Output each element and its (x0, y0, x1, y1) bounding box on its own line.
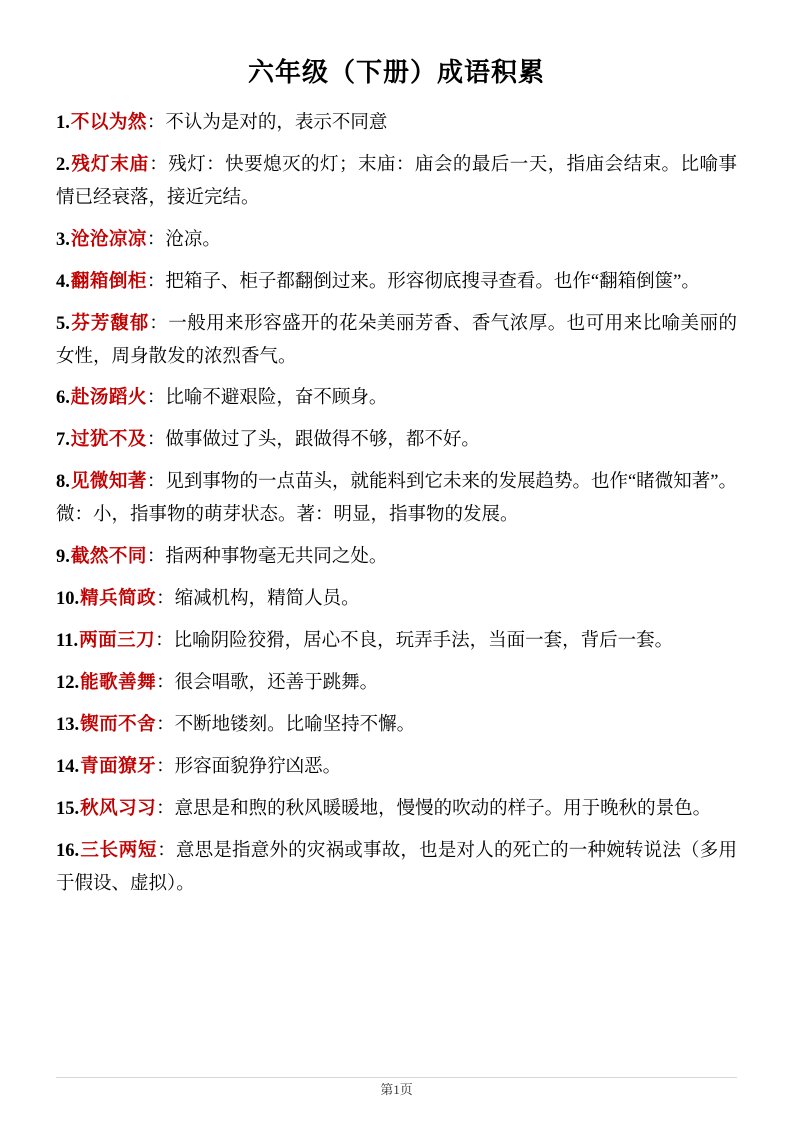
idiom-definition: 比喻阴险狡猾，居心不良，玩弄手法，当面一套，背后一套。 (173, 630, 674, 651)
list-item (56, 224, 737, 257)
list-item (56, 266, 737, 299)
idiom-term: 两面三刀 (79, 630, 156, 651)
item-number: 14. (56, 756, 80, 777)
idiom-definition: 意思是和煦的秋风暖暖地，慢慢的吹动的样子。用于晚秋的景色。 (174, 798, 712, 819)
idiom-definition: 见到事物的一点苗头，就能料到它未来的发展趋势。也作“睹微知著”。微：小，指事物的萌芽状态。著：明显，指事物的发展。 (56, 472, 737, 526)
list-item (56, 308, 737, 374)
idiom-definition: 把箱子、柜子都翻倒过来。形容彻底搜寻查看。也作“翻箱倒箧”。 (165, 271, 700, 292)
list-item (56, 709, 737, 742)
list-item (56, 625, 737, 658)
item-number: 7. (56, 430, 70, 451)
idiom-definition: 形容面貌狰狞凶恶。 (174, 756, 342, 777)
term-separator: ： (156, 714, 175, 735)
list-item (56, 382, 737, 415)
idiom-term: 能歌善舞 (80, 672, 157, 693)
item-number: 4. (56, 271, 70, 292)
idiom-term: 精兵简政 (80, 589, 157, 610)
term-separator: ： (156, 798, 175, 819)
page-title: 六年级（下册）成语积累 (247, 58, 545, 87)
item-number: 6. (56, 388, 70, 409)
idiom-term: 锲而不舍 (80, 714, 157, 735)
idiom-term: 三长两短 (80, 840, 158, 861)
idiom-definition: 一般用来形容盛开的花朵美丽芳香、香气浓厚。也可用来比喻美丽的女性，周身散发的浓烈香气。 (56, 313, 737, 367)
item-number: 8. (56, 472, 70, 493)
list-item (56, 667, 737, 700)
footer-divider (56, 1077, 737, 1078)
list-item (56, 466, 737, 532)
item-number: 11. (56, 630, 79, 651)
term-separator: ： (155, 630, 174, 651)
idiom-definition: 沧凉。 (165, 229, 221, 250)
term-separator: ： (146, 113, 166, 133)
item-number: 15. (56, 798, 80, 819)
term-separator: ： (146, 472, 166, 493)
item-number: 2. (56, 154, 70, 175)
idiom-term: 秋风习习 (80, 798, 157, 819)
idiom-term: 赴汤蹈火 (70, 388, 147, 409)
term-separator: ： (146, 430, 166, 451)
idiom-list (56, 107, 737, 900)
term-separator: ： (146, 271, 166, 292)
idiom-term: 残灯末庙 (70, 154, 150, 175)
idiom-term: 翻箱倒柜 (70, 271, 147, 292)
item-number: 3. (56, 229, 70, 250)
page-number: 第1页 (380, 1082, 413, 1097)
idiom-definition: 不认为是对的，表示不同意 (165, 113, 388, 133)
idiom-definition: 很会唱歌，还善于跳舞。 (174, 672, 379, 693)
idiom-definition: 做事做过了头，跟做得不够，都不好。 (165, 430, 480, 451)
idiom-term: 芬芳馥郁 (70, 313, 150, 334)
item-number: 1. (56, 113, 70, 133)
list-item (56, 793, 737, 826)
term-separator: ： (156, 589, 175, 610)
idiom-term: 沧沧凉凉 (70, 229, 147, 250)
list-item (56, 751, 737, 784)
idiom-definition: 不断地镂刻。比喻坚持不懈。 (174, 714, 416, 735)
list-item (56, 541, 737, 574)
idiom-term: 见微知著 (70, 472, 147, 493)
list-item (56, 835, 737, 901)
item-number: 13. (56, 714, 80, 735)
term-separator: ： (146, 229, 166, 250)
list-item (56, 424, 737, 457)
idiom-term: 过犹不及 (70, 430, 147, 451)
term-separator: ： (146, 388, 166, 409)
idiom-definition: 缩减机构，精简人员。 (174, 589, 360, 610)
idiom-definition: 指两种事物毫无共同之处。 (165, 547, 388, 568)
list-item (56, 107, 737, 140)
list-item (56, 583, 737, 616)
idiom-definition: 比喻不避艰险，奋不顾身。 (165, 388, 388, 409)
term-separator: ： (146, 547, 166, 568)
item-number: 9. (56, 547, 70, 568)
idiom-term: 青面獠牙 (80, 756, 157, 777)
idiom-definition: 残灯：快要熄灭的灯；末庙：庙会的最后一天，指庙会结束。比喻事情已经衰落，接近完结。 (56, 154, 737, 208)
term-separator: ： (149, 154, 169, 175)
term-separator: ： (156, 672, 175, 693)
idiom-definition: 意思是指意外的灾祸或事故，也是对人的死亡的一种婉转说法（多用于假设、虚拟）。 (56, 840, 737, 894)
idiom-term: 截然不同 (70, 547, 147, 568)
term-separator: ： (157, 840, 176, 861)
term-separator: ： (156, 756, 175, 777)
item-number: 10. (56, 589, 80, 610)
term-separator: ： (149, 313, 169, 334)
item-number: 12. (56, 672, 80, 693)
item-number: 5. (56, 313, 70, 334)
idiom-term: 不以为然 (70, 113, 147, 133)
list-item (56, 149, 737, 215)
item-number: 16. (56, 840, 80, 861)
